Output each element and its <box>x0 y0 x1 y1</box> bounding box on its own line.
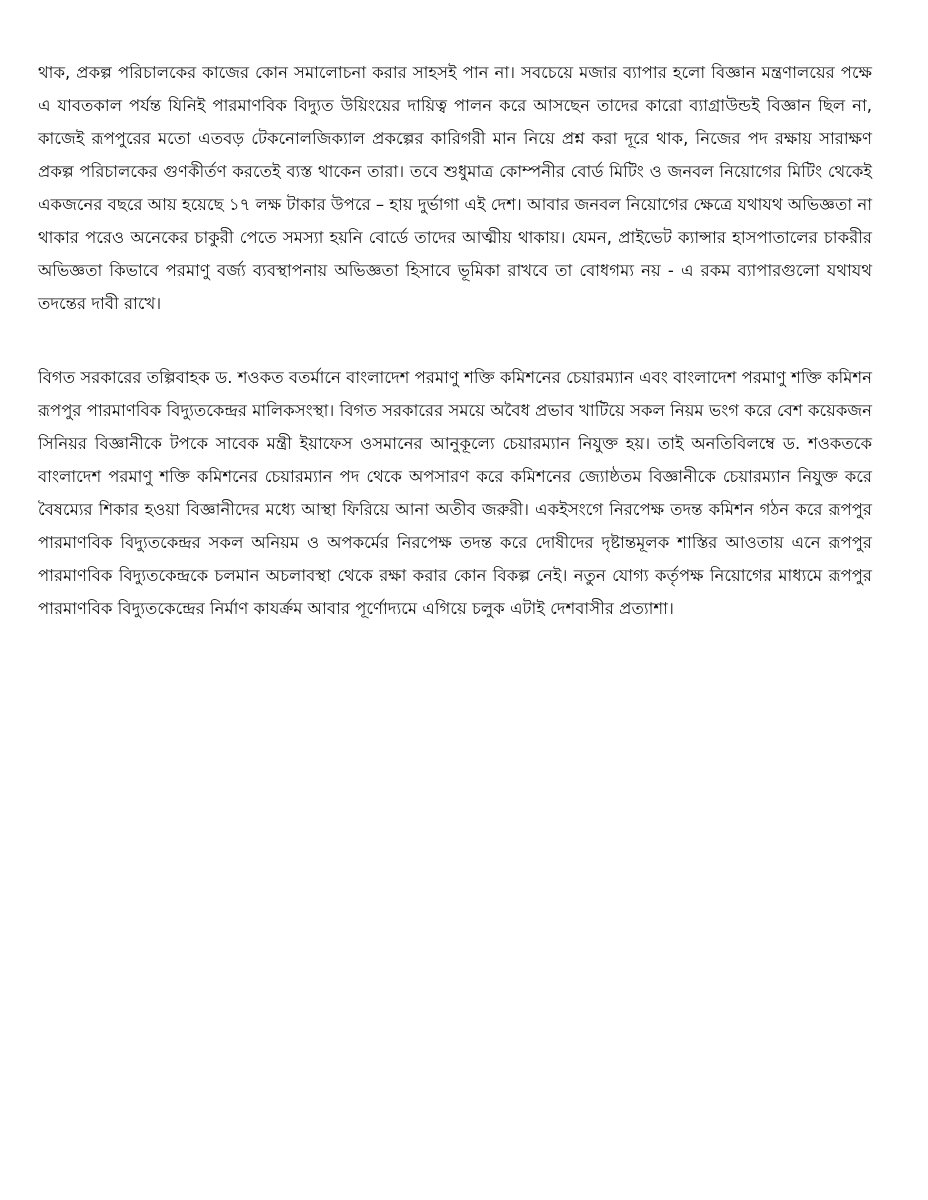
paragraph-2: বিগত সরকারের তল্পিবাহক ড. শওকত বতর্মানে বাংলাদেশ পরমাণু শক্তি কমিশনের চেয়ারম্যান এবং বাংলাদেশ পরমাণু শক্তি কমিশন রূপপুর পারমাণবিক বিদ্যুতকেন্দ্রর মালিকসংস্থা। বিগত সরকারের সময়ে অবৈধ প্রভাব খাটিয়ে সকল নিয়ম ভংগ করে বেশ কয়েকজন সিনিয়র বিজ্ঞানীকে টপকে সাবেক মন্ত্রী ইয়াফেস ওসমানের আনুকূল্যে চেয়ারম্যান নিযুক্ত হয়। তাই অনতিবিলম্বে ড. শওকতকে বাংলাদেশ পরমাণু শক্তি কমিশনের চেয়ারম্যান পদ থেকে অপসারণ করে কমিশনের জ্যোষ্ঠতম বিজ্ঞানীকে চেয়ারম্যান নিযুক্ত করে বৈষম্যের শিকার হওয়া বিজ্ঞানীদের মধ্যে আস্থা ফিরিয়ে আনা অতীব জরুরী। একইসংগে নিরপেক্ষ তদন্ত কমিশন গঠন করে রূপপুর পারমাণবিক বিদ্যুতকেন্দ্রর সকল অনিয়ম ও অপকর্মের নিরপেক্ষ তদন্ত করে দোষীদের দৃষ্টান্তমূলক শাস্তির আওতায় এনে রূপপুর পারমাণবিক বিদ্যুতকেন্দ্রকে চলমান অচলাবস্থা থেকে রক্ষা করার কোন বিকল্প নেই। নতুন যোগ্য কর্তৃপক্ষ নিয়োগের মাধ্যমে রূপপুর পারমাণবিক বিদ্যুতকেন্দ্রের নির্মাণ কাযর্ক্রম আবার পূর্ণোদ্যমে এগিয়ে চলুক এটাই দেশবাসীর প্রত্যাশা। <box>38 368 872 618</box>
document-body <box>38 56 872 625</box>
paragraph-1: থাক, প্রকল্প পরিচালকের কাজের কোন সমালোচনা করার সাহসই পান না। সবচেয়ে মজার ব্যাপার হলো বিজ্ঞান মন্ত্রণালয়ের পক্ষে এ যাবতকাল পর্যন্ত যিনিই পারমাণবিক বিদ্যুত উয়িংয়ের দায়িত্ব পালন করে আসছেন তাদের কারো ব্যাগ্রাউন্ডই বিজ্ঞান ছিল না, কাজেই রূপপুরের মতো এতবড় টেকনোলজিক্যাল প্রকল্পের কারিগরী মান নিয়ে প্রশ্ন করা দূরে থাক, নিজের পদ রক্ষায় সারাক্ষণ প্রকল্প পরিচালকের গুণকীর্তণ করতেই ব্যস্ত থাকেন তারা। তবে শুধুমাত্র কোম্পনীর বোর্ড মিটিং ও জনবল নিয়োগের মিটিং থেকেই একজনের বছরে আয় হয়েছে ১৭ লক্ষ টাকার উপরে – হায় দুর্ভাগা এই দেশ। আবার জনবল নিয়োগের ক্ষেত্রে যথাযথ অভিজ্ঞতা না থাকার পরেও অনেকের চাকুরী পেতে সমস্যা হয়নি বোর্ডে তাদের আত্মীয় থাকায়। যেমন, প্রাইভেট ক্যান্সার হাসপাতালের চাকরীর অভিজ্ঞতা কিভাবে পরমাণু বর্জ্য ব্যবস্থাপনায় অভিজ্ঞতা হিসাবে ভূমিকা রাখবে তা বোধগম্য নয় - এ রকম ব্যাপারগুলো যথাযথ তদন্তের দাবী রাখে। <box>38 63 873 313</box>
